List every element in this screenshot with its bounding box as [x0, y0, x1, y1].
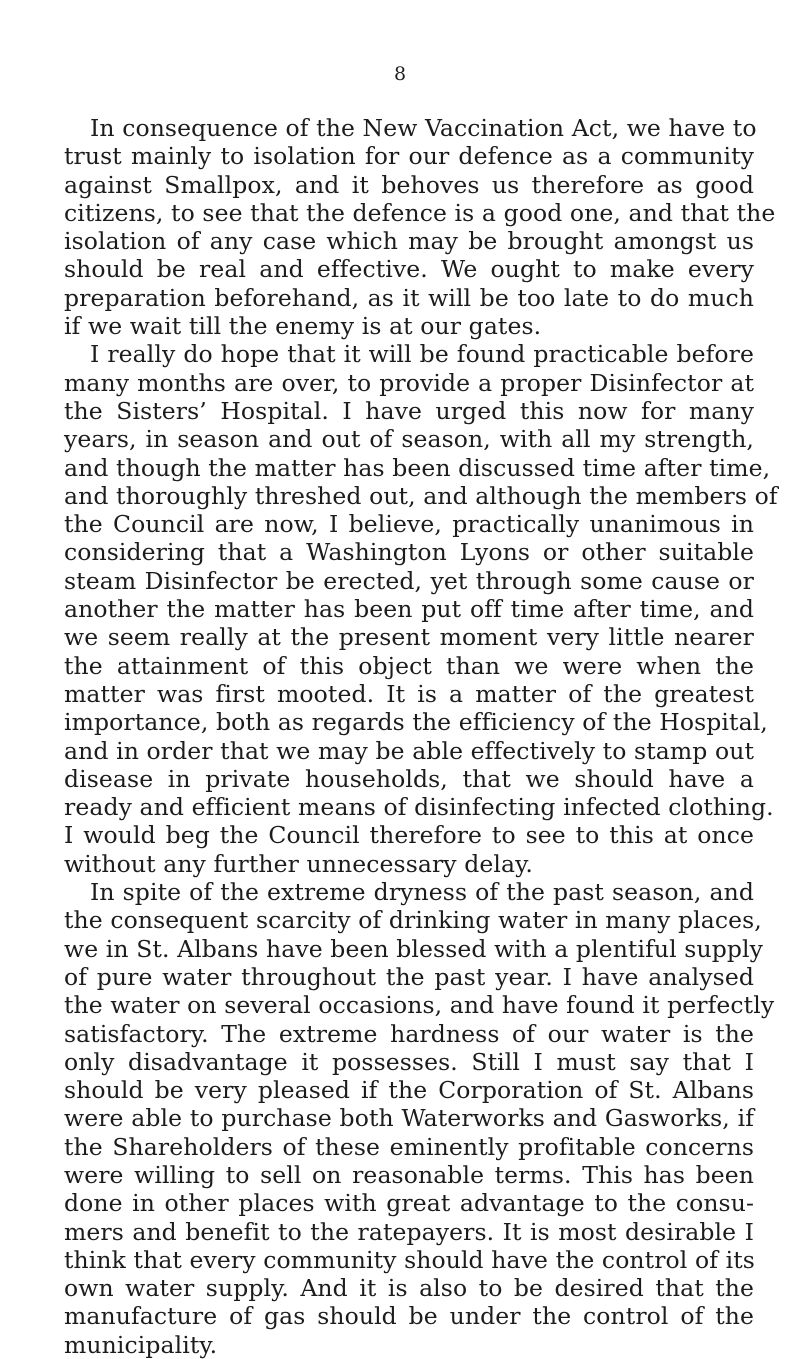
text-line: steam Disinfector be erected, yet through some cause or	[64, 566, 754, 595]
paragraph-water-supply	[64, 878, 775, 1359]
text-line: should be real and effective. We ought to make every	[64, 255, 754, 284]
text-line: many months are over, to provide a proper Disinfector at	[64, 368, 754, 397]
text-line: the water on several occasions, and have found it perfectly	[64, 991, 775, 1020]
page-number: 8	[393, 63, 407, 85]
text-line: matter was first mooted. It is a matter of the greatest	[64, 679, 754, 708]
text-line: considering that a Washington Lyons or other suitable	[64, 538, 754, 567]
text-line: were willing to sell on reasonable terms. This has been	[64, 1160, 754, 1189]
text-line: without any further unnecessary delay.	[64, 849, 533, 878]
text-line: I would beg the Council therefore to see to this at once	[64, 821, 754, 850]
paragraph-disinfector	[64, 340, 778, 878]
paragraph-vaccination-act	[64, 114, 776, 341]
text-line: against Smallpox, and it behoves us therefore as good	[64, 170, 754, 199]
text-line: municipality.	[64, 1330, 218, 1359]
text-line: done in other places with great advantage to the consu-	[64, 1189, 754, 1218]
text-line: the consequent scarcity of drinking water in many places,	[64, 906, 762, 935]
text-line: citizens, to see that the defence is a good one, and that the	[64, 198, 776, 227]
body-text	[64, 114, 778, 1359]
text-line: years, in season and out of season, with all my strength,	[64, 425, 754, 454]
text-line: another the matter has been put off time after time, and	[64, 595, 754, 624]
text-line: preparation beforehand, as it will be too late to do much	[64, 283, 754, 312]
text-line: and in order that we may be able effectively to stamp out	[64, 736, 754, 765]
text-line: should be very pleased if the Corporation of St. Albans	[64, 1076, 754, 1105]
text-line: manufacture of gas should be under the control of the	[64, 1302, 754, 1331]
text-line: if we wait till the enemy is at our gates.	[64, 312, 542, 341]
text-line: and thoroughly threshed out, and although the members of	[64, 481, 778, 510]
text-line: we seem really at the present moment very little nearer	[64, 623, 754, 652]
text-line: importance, both as regards the efficiency of the Hospital,	[64, 708, 768, 737]
text-line: mers and benefit to the ratepayers. It is most desirable I	[64, 1217, 754, 1246]
text-line: I really do hope that it will be found practicable before	[90, 340, 754, 369]
text-line: own water supply. And it is also to be desired that the	[64, 1274, 754, 1303]
text-line: and though the matter has been discussed time after time,	[64, 453, 771, 482]
text-line: the Council are now, I believe, practically unanimous in	[64, 510, 754, 539]
text-line: only disadvantage it possesses. Still I must say that I	[64, 1047, 754, 1076]
text-line: trust mainly to isolation for our defence as a community	[64, 142, 754, 171]
text-line: In spite of the extreme dryness of the past season, and	[90, 878, 754, 907]
text-line: of pure water throughout the past year. I have analysed	[64, 962, 754, 991]
text-line: were able to purchase both Waterworks and Gasworks, if	[64, 1104, 754, 1133]
text-line: the Shareholders of these eminently profitable concerns	[64, 1132, 754, 1161]
text-line: the attainment of this object than we were when the	[64, 651, 754, 680]
text-line: In consequence of the New Vaccination Act, we have to	[90, 114, 757, 142]
text-line: we in St. Albans have been blessed with a plentiful supply	[64, 934, 763, 963]
text-line: satisfactory. The extreme hardness of our water is the	[64, 1019, 754, 1048]
text-line: think that every community should have the control of its	[64, 1245, 755, 1274]
text-line: disease in private households, that we should have a	[64, 764, 754, 793]
text-line: isolation of any case which may be brought amongst us	[64, 227, 754, 256]
text-line: ready and efficient means of disinfecting infected clothing.	[64, 793, 774, 822]
text-line: the Sisters’ Hospital. I have urged this now for many	[64, 396, 754, 425]
